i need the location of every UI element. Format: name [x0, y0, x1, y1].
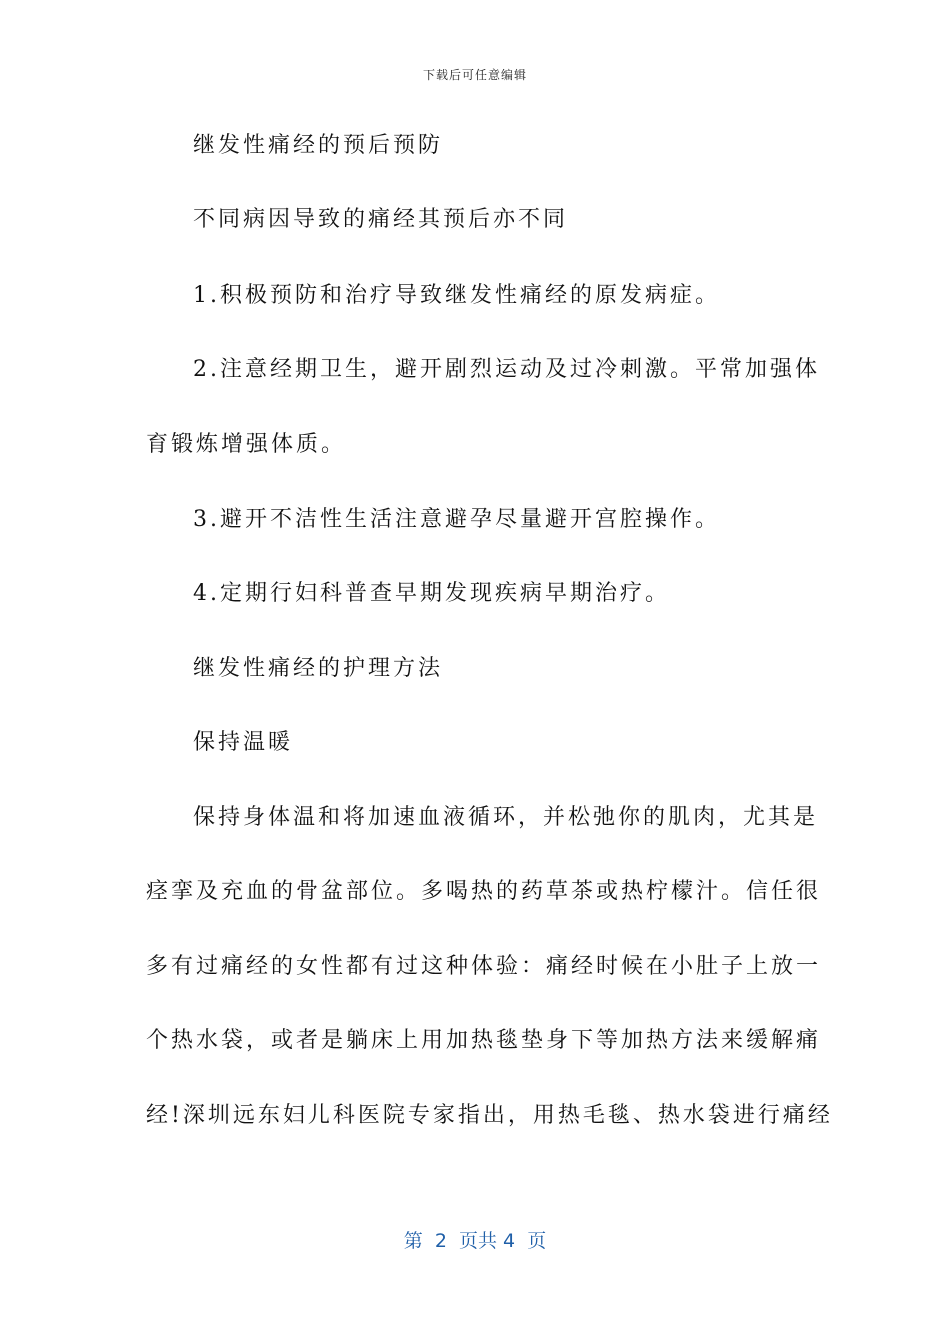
paragraph-line: 个热水袋，或者是躺床上用加热毯垫身下等加热方法来缓解痛 — [146, 1028, 822, 1053]
list-item-2: 2.注意经期卫生，避开剧烈运动及过冷刺激。平常加强体 — [193, 357, 820, 382]
paragraph-line: 痉挛及充血的骨盆部位。多喝热的药草茶或热柠檬汁。信任很 — [146, 879, 822, 904]
list-item-3: 3.避开不洁性生活注意避孕尽量避开宫腔操作。 — [193, 507, 720, 532]
list-item-1: 1.积极预防和治疗导致继发性痛经的原发病症。 — [193, 283, 720, 308]
paragraph-line: 不同病因导致的痛经其预后亦不同 — [193, 207, 569, 232]
page-number: 第 2 页共 4 页 — [403, 1230, 547, 1252]
paragraph-line: 多有过痛经的女性都有过这种体验：痛经时候在小肚子上放一 — [146, 954, 822, 979]
paragraph-line: 经!深圳远东妇儿科医院专家指出，用热毛毯、热水袋进行痛经 — [146, 1103, 833, 1128]
list-item-2-continued: 育锻炼增强体质。 — [146, 432, 347, 457]
header-note: 下载后可任意编辑 — [422, 68, 527, 82]
sub-heading-keep-warm: 保持温暖 — [193, 730, 294, 755]
paragraph-line: 保持身体温和将加速血液循环，并松弛你的肌肉，尤其是 — [193, 805, 819, 830]
section-heading-prognosis: 继发性痛经的预后预防 — [193, 133, 444, 158]
list-item-4: 4.定期行妇科普查早期发现疾病早期治疗。 — [193, 581, 670, 606]
section-heading-care: 继发性痛经的护理方法 — [193, 656, 444, 681]
